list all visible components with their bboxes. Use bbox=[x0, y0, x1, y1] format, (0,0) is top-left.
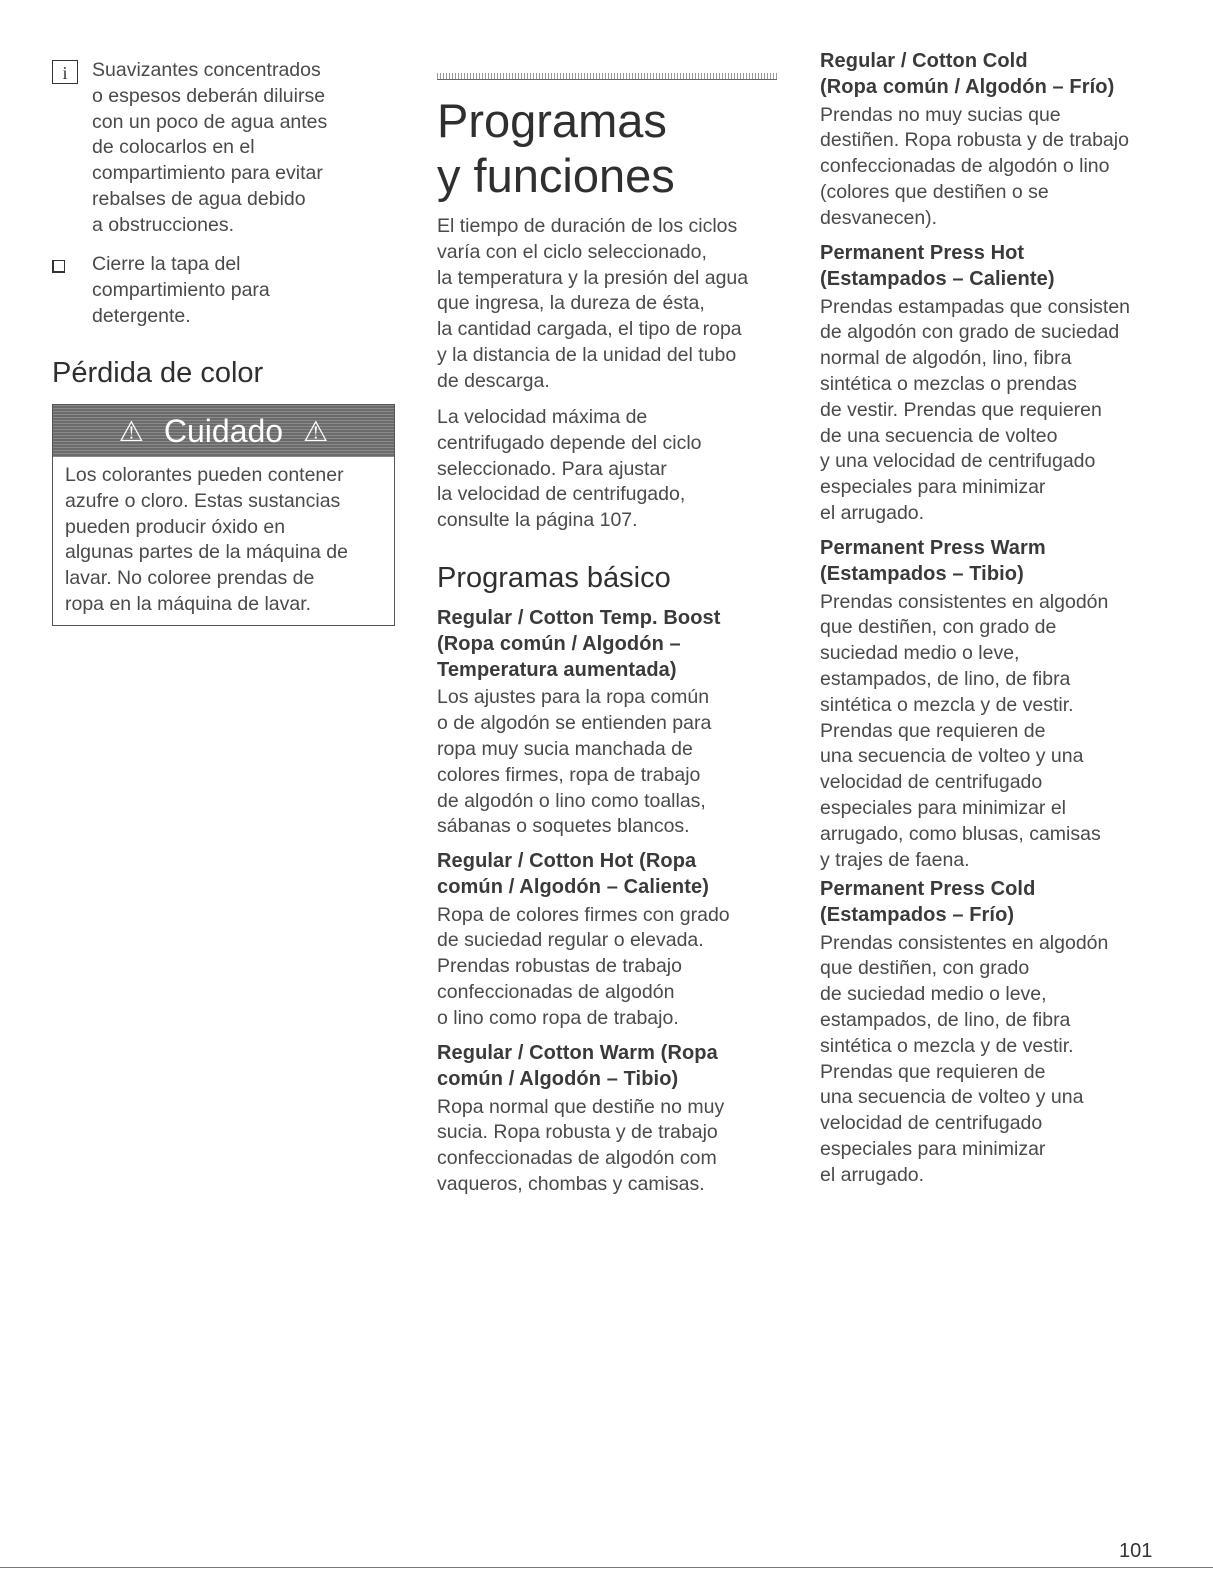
warning-icon: ⚠ bbox=[303, 415, 329, 447]
intro-paragraph: El tiempo de duración de los ciclos varía con el ciclo seleccionado, la temperatura y la presión del agua que ingresa, la dureza de ésta, la cantidad cargada, el tipo de ropa y la distancia de la unidad del tubo de descarga. bbox=[437, 215, 749, 392]
program-entry bbox=[437, 606, 782, 840]
program-description: Ropa normal que destiñe no muy sucia. Ropa robusta y de trabajo confeccionadas de algodón com vaqueros, chombas y camisas. bbox=[437, 1095, 725, 1195]
program-heading: Regular / Cotton Hot (Ropa común / Algodón – Caliente) bbox=[437, 850, 709, 898]
checkbox-icon bbox=[52, 254, 82, 279]
section-title-color-loss: Pérdida de color bbox=[52, 357, 264, 389]
program-entry bbox=[437, 849, 782, 1032]
program-description: Prendas no muy sucias que destiñen. Ropa robusta y de trabajo confeccionadas de algodón o lino (colores que destiñen o se desvanecen). bbox=[820, 103, 1129, 229]
program-description: Prendas estampadas que consisten de algodón con grado de suciedad normal de algodón, lino, fibra sintética o mezclas o prendas de vestir. Prendas que requieren de una secuencia de volteo y una velocidad de centrifugado especiales para minimizar el arrugado. bbox=[820, 295, 1131, 524]
caution-title: Cuidado bbox=[163, 412, 284, 449]
program-entry bbox=[820, 49, 1165, 232]
program-heading: Permanent Press Warm (Estampados – Tibio) bbox=[820, 537, 1046, 585]
program-heading: Regular / Cotton Temp. Boost (Ropa común / Algodón – Temperatura aumentada) bbox=[437, 607, 721, 681]
note-text: Suavizantes concentrados o espesos deberán diluirse con un poco de agua antes de colocarlos en el compartimiento para evitar rebalses de agua debido a obstrucciones. bbox=[92, 59, 328, 236]
program-description: Prendas consistentes en algodón que destiñen, con grado de suciedad medio o leve, estampados, de lino, de fibra sintética o mezcla y de vestir. Prendas que requieren de una secuencia de volteo y una velocidad de centrifugado especiales para minimizar el arrugado. bbox=[820, 931, 1109, 1186]
program-entry bbox=[820, 877, 1165, 1189]
bottom-rule bbox=[0, 1567, 1213, 1568]
program-heading: Permanent Press Hot (Estampados – Caliente) bbox=[820, 242, 1055, 290]
caution-box bbox=[52, 404, 395, 626]
program-heading: Regular / Cotton Cold (Ropa común / Algodón – Frío) bbox=[820, 50, 1115, 98]
program-description: Ropa de colores firmes con grado de suciedad regular o elevada. Prendas robustas de trabajo confeccionadas de algodón o lino como ropa de trabajo. bbox=[437, 903, 730, 1029]
program-description: Prendas consistentes en algodón que destiñen, con grado de suciedad medio o leve, estampados, de lino, de fibra sintética o mezcla y de vestir. Prendas que requieren de una secuencia de volteo y una velocidad de centrifugado especiales para minimizar el arrugado, como blusas, camisas y trajes de faena. bbox=[820, 590, 1109, 871]
program-entry bbox=[437, 1041, 782, 1198]
program-description: Los ajustes para la ropa común o de algodón se entienden para ropa muy sucia manchada de colores firmes, ropa de trabajo de algodón o lino como toallas, sábanas o soquetes blancos. bbox=[437, 686, 712, 838]
program-heading: Permanent Press Cold (Estampados – Frío) bbox=[820, 878, 1036, 926]
caution-header bbox=[53, 405, 394, 457]
intro-paragraph-2: La velocidad máxima de centrifugado depende del ciclo seleccionado. Para ajustar la velocidad de centrifugado, consulte la página 107. bbox=[437, 406, 702, 532]
title-rule bbox=[437, 73, 777, 80]
page-number: 101 bbox=[1119, 1540, 1153, 1562]
caution-text: Los colorantes pueden contener azufre o cloro. Estas sustancias pueden producir óxido en algunas partes de la máquina de lavar. No coloree prendas de ropa en la máquina de lavar. bbox=[65, 464, 348, 615]
page-title: Programas y funciones bbox=[437, 94, 675, 202]
warning-icon: ⚠ bbox=[118, 415, 144, 447]
checklist-text: Cierre la tapa del compartimiento para detergente. bbox=[92, 253, 270, 327]
program-entry bbox=[820, 536, 1165, 873]
section-title-basic-programs: Programas básico bbox=[437, 562, 671, 594]
program-entry bbox=[820, 241, 1165, 527]
info-icon: i bbox=[52, 60, 82, 85]
program-heading: Regular / Cotton Warm (Ropa común / Algodón – Tibio) bbox=[437, 1042, 718, 1090]
